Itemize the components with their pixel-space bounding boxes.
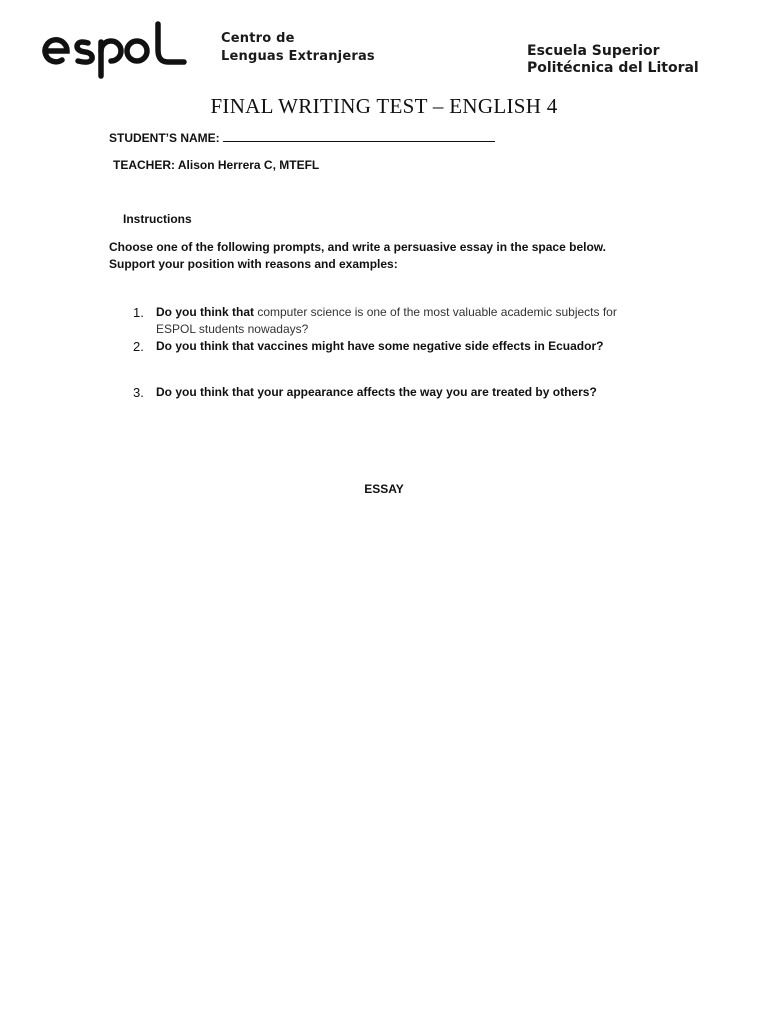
prompt-text-3: Do you think that your appearance affects the way you are treated by others?: [156, 385, 597, 399]
school-line-1: Escuela Superior: [527, 43, 660, 59]
espol-logo: [40, 18, 190, 80]
prompt-1-rest-line-1: computer science is one of the most valuable academic subjects for: [257, 305, 617, 319]
prompt-1-lead: Do you think that: [156, 305, 258, 319]
prompt-item-2: [133, 338, 693, 356]
document-header: [0, 0, 768, 92]
instructions-text: [109, 239, 669, 273]
prompt-text-1: [156, 304, 676, 338]
prompt-1-rest-line-2: ESPOL students nowadays?: [156, 322, 309, 336]
essay-heading: ESSAY: [364, 482, 404, 496]
language-center-name: [221, 30, 375, 66]
center-line-2: Lenguas Extranjeras: [221, 49, 375, 64]
prompt-number-2: 2.: [133, 339, 144, 354]
school-line-2: Politécnica del Litoral: [527, 60, 699, 76]
prompt-item-3: [133, 384, 693, 402]
prompt-number-3: 3.: [133, 385, 144, 400]
instructions-heading: Instructions: [123, 212, 192, 226]
instructions-line-2: Support your position with reasons and examples:: [109, 257, 398, 271]
prompt-text-2: Do you think that vaccines might have some negative side effects in Ecuador?: [156, 339, 604, 353]
center-line-1: Centro de: [221, 31, 295, 46]
prompt-number-1: 1.: [133, 305, 144, 320]
student-name-field: [109, 130, 495, 145]
student-name-label: STUDENT’S NAME:: [109, 131, 220, 145]
student-name-blank-line[interactable]: [223, 130, 495, 142]
espol-logo-icon: [40, 18, 190, 80]
school-name: [527, 43, 699, 77]
teacher-field: TEACHER: Alison Herrera C, MTEFL: [113, 158, 320, 172]
instructions-line-1: Choose one of the following prompts, and write a persuasive essay in the space below.: [109, 240, 606, 254]
prompt-item-1: [133, 304, 693, 340]
page-title: FINAL WRITING TEST – ENGLISH 4: [210, 94, 558, 118]
